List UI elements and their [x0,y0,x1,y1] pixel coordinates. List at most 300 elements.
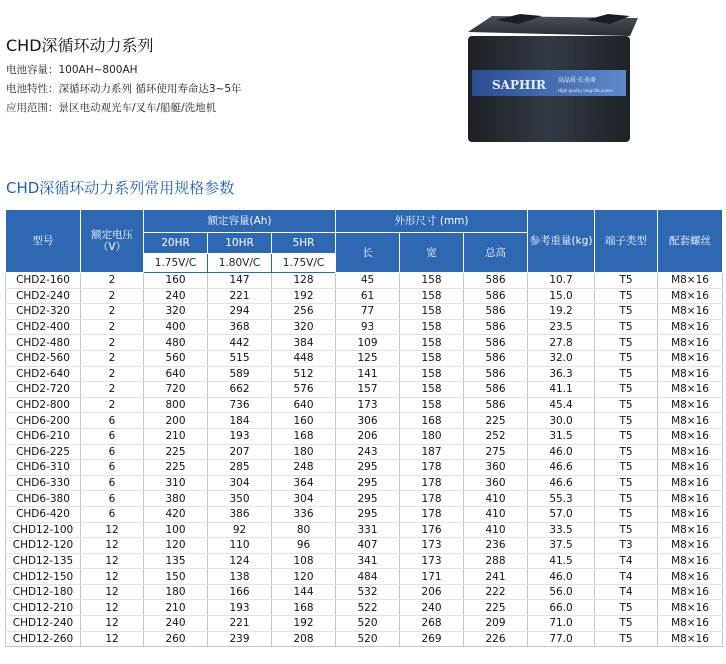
cell-length: 125 [336,350,400,366]
cell-voltage: 6 [81,428,144,444]
cell-cap-20hr: 120 [144,538,208,554]
cell-terminal: T5 [595,273,658,289]
header-capacity: 额定容量(Ah) [144,210,336,233]
cell-model: CHD12-135 [6,553,81,569]
cell-length: 520 [336,631,400,647]
table-row [6,444,723,460]
table-row [6,366,723,382]
cell-bolt: M8×16 [658,350,723,366]
cell-cap-5hr: 248 [272,460,336,476]
cell-bolt: M8×16 [658,397,723,413]
cell-weight: 46.0 [528,569,595,585]
cell-cap-20hr: 100 [144,522,208,538]
cell-height: 222 [464,584,528,600]
cell-terminal: T5 [595,522,658,538]
cell-weight: 41.5 [528,553,595,569]
header-cutoff-20hr: 1.75V/C [144,254,208,273]
cell-height: 586 [464,366,528,382]
cell-voltage: 6 [81,475,144,491]
cell-cap-10hr: 221 [208,616,272,632]
cell-cap-10hr: 193 [208,600,272,616]
cell-model: CHD12-150 [6,569,81,585]
cell-cap-10hr: 294 [208,304,272,320]
cell-length: 295 [336,491,400,507]
cell-voltage: 6 [81,444,144,460]
cell-weight: 15.0 [528,288,595,304]
cell-model: CHD2-320 [6,304,81,320]
cell-bolt: M8×16 [658,413,723,429]
cell-height: 225 [464,600,528,616]
cell-weight: 19.2 [528,304,595,320]
cell-voltage: 6 [81,506,144,522]
cell-model: CHD2-240 [6,288,81,304]
spec-table [5,209,723,647]
cell-model: CHD6-380 [6,491,81,507]
table-row [6,475,723,491]
cell-weight: 77.0 [528,631,595,647]
cell-cap-5hr: 336 [272,506,336,522]
cell-model: CHD6-330 [6,475,81,491]
cell-width: 158 [400,288,464,304]
cell-terminal: T5 [595,319,658,335]
cell-cap-5hr: 448 [272,350,336,366]
header-cutoff-5hr: 1.75V/C [272,254,336,273]
cell-cap-10hr: 736 [208,397,272,413]
header-height: 总高 [464,233,528,273]
cell-cap-5hr: 256 [272,304,336,320]
cell-height: 586 [464,288,528,304]
cell-cap-5hr: 180 [272,444,336,460]
application-line: 应用范围：景区电动观光车/叉车/船艇/洗地机 [6,102,217,114]
cell-height: 410 [464,491,528,507]
cell-length: 173 [336,397,400,413]
cell-terminal: T5 [595,413,658,429]
cell-width: 240 [400,600,464,616]
cell-bolt: M8×16 [658,288,723,304]
cell-length: 407 [336,538,400,554]
cell-model: CHD12-180 [6,584,81,600]
header-length: 长 [336,233,400,273]
cell-terminal: T5 [595,475,658,491]
cell-cap-5hr: 192 [272,288,336,304]
cell-bolt: M8×16 [658,444,723,460]
cell-width: 158 [400,304,464,320]
cell-cap-5hr: 192 [272,616,336,632]
cell-voltage: 12 [81,600,144,616]
cell-cap-20hr: 420 [144,506,208,522]
cell-cap-5hr: 304 [272,491,336,507]
cell-cap-5hr: 208 [272,631,336,647]
cell-cap-20hr: 135 [144,553,208,569]
cell-height: 236 [464,538,528,554]
table-row [6,538,723,554]
cell-bolt: M8×16 [658,382,723,398]
cell-terminal: T5 [595,397,658,413]
cell-width: 187 [400,444,464,460]
cell-model: CHD2-800 [6,397,81,413]
cell-height: 586 [464,273,528,289]
table-row [6,335,723,351]
cell-width: 158 [400,350,464,366]
cell-weight: 33.5 [528,522,595,538]
cell-model: CHD6-200 [6,413,81,429]
battery-sticker-sub: High quality long-life power [558,88,614,93]
cell-cap-10hr: 110 [208,538,272,554]
cell-height: 586 [464,319,528,335]
table-row [6,460,723,476]
section-title: CHD深循环动力系列常用规格参数 [6,179,235,197]
cell-length: 295 [336,506,400,522]
cell-bolt: M8×16 [658,366,723,382]
cell-width: 158 [400,366,464,382]
cell-weight: 46.6 [528,460,595,476]
cell-cap-5hr: 120 [272,569,336,585]
cell-height: 252 [464,428,528,444]
cell-width: 168 [400,413,464,429]
cell-terminal: T5 [595,616,658,632]
table-row [6,584,723,600]
table-row [6,569,723,585]
features-line: 电池特性：深循环动力系列 循环使用寿命达3~5年 [6,83,242,95]
header-weight: 参考重量(kg) [528,210,595,273]
cell-weight: 55.3 [528,491,595,507]
cell-cap-5hr: 320 [272,319,336,335]
spec-table-body [6,273,723,647]
cell-cap-10hr: 662 [208,382,272,398]
battery-product-image [462,10,642,144]
cell-width: 171 [400,569,464,585]
cell-height: 288 [464,553,528,569]
cell-voltage: 12 [81,616,144,632]
cell-weight: 41.1 [528,382,595,398]
product-title: CHD深循环动力系列 [6,36,154,55]
table-row [6,304,723,320]
cell-model: CHD2-400 [6,319,81,335]
cell-length: 522 [336,600,400,616]
cell-width: 173 [400,553,464,569]
cell-length: 141 [336,366,400,382]
cell-length: 157 [336,382,400,398]
cell-cap-10hr: 368 [208,319,272,335]
cell-weight: 27.8 [528,335,595,351]
cell-weight: 31.5 [528,428,595,444]
header-dimensions: 外形尺寸 (mm) [336,210,528,233]
cell-cap-10hr: 147 [208,273,272,289]
cell-height: 410 [464,506,528,522]
cell-cap-10hr: 515 [208,350,272,366]
cell-cap-20hr: 800 [144,397,208,413]
cell-weight: 10.7 [528,273,595,289]
cell-model: CHD6-225 [6,444,81,460]
cell-width: 206 [400,584,464,600]
cell-cap-10hr: 350 [208,491,272,507]
table-row [6,350,723,366]
cell-model: CHD12-100 [6,522,81,538]
cell-width: 158 [400,397,464,413]
cell-terminal: T5 [595,491,658,507]
cell-model: CHD6-420 [6,506,81,522]
header-rate-20hr: 20HR [144,233,208,254]
table-row [6,319,723,335]
cell-cap-10hr: 92 [208,522,272,538]
cell-width: 158 [400,319,464,335]
cell-model: CHD12-120 [6,538,81,554]
cell-bolt: M8×16 [658,616,723,632]
table-row [6,522,723,538]
cell-model: CHD2-720 [6,382,81,398]
table-row [6,553,723,569]
cell-cap-5hr: 108 [272,553,336,569]
cell-cap-20hr: 720 [144,382,208,398]
table-row [6,273,723,289]
cell-bolt: M8×16 [658,522,723,538]
cell-length: 331 [336,522,400,538]
cell-cap-20hr: 225 [144,460,208,476]
cell-voltage: 6 [81,413,144,429]
cell-voltage: 12 [81,569,144,585]
cell-cap-5hr: 144 [272,584,336,600]
cell-model: CHD2-640 [6,366,81,382]
cell-cap-5hr: 364 [272,475,336,491]
cell-bolt: M8×16 [658,319,723,335]
cell-cap-20hr: 560 [144,350,208,366]
cell-height: 275 [464,444,528,460]
table-row [6,491,723,507]
cell-terminal: T5 [595,335,658,351]
cell-weight: 45.4 [528,397,595,413]
cell-height: 586 [464,304,528,320]
cell-length: 295 [336,460,400,476]
cell-terminal: T5 [595,444,658,460]
cell-cap-20hr: 320 [144,304,208,320]
cell-terminal: T5 [595,631,658,647]
cell-voltage: 2 [81,273,144,289]
cell-model: CHD6-310 [6,460,81,476]
cell-cap-5hr: 96 [272,538,336,554]
cell-cap-10hr: 239 [208,631,272,647]
cell-bolt: M8×16 [658,428,723,444]
cell-cap-20hr: 640 [144,366,208,382]
cell-width: 178 [400,506,464,522]
cell-width: 178 [400,460,464,476]
cell-cap-20hr: 260 [144,631,208,647]
cell-length: 306 [336,413,400,429]
cell-cap-10hr: 193 [208,428,272,444]
cell-cap-20hr: 210 [144,600,208,616]
cell-voltage: 2 [81,319,144,335]
cell-terminal: T4 [595,584,658,600]
table-row [6,413,723,429]
header-voltage: 额定电压（V） [81,210,144,273]
cell-terminal: T5 [595,460,658,476]
cell-cap-5hr: 576 [272,382,336,398]
cell-weight: 71.0 [528,616,595,632]
table-row [6,616,723,632]
cell-cap-20hr: 480 [144,335,208,351]
cell-cap-5hr: 80 [272,522,336,538]
cell-voltage: 6 [81,491,144,507]
cell-voltage: 6 [81,460,144,476]
cell-cap-5hr: 168 [272,600,336,616]
cell-cap-20hr: 380 [144,491,208,507]
cell-cap-5hr: 384 [272,335,336,351]
cell-cap-5hr: 168 [272,428,336,444]
cell-model: CHD2-480 [6,335,81,351]
cell-cap-20hr: 400 [144,319,208,335]
cell-height: 586 [464,382,528,398]
cell-bolt: M8×16 [658,304,723,320]
cell-cap-20hr: 210 [144,428,208,444]
cell-cap-5hr: 128 [272,273,336,289]
cell-terminal: T5 [595,350,658,366]
cell-bolt: M8×16 [658,491,723,507]
cell-voltage: 12 [81,522,144,538]
cell-bolt: M8×16 [658,506,723,522]
cell-cap-10hr: 386 [208,506,272,522]
battery-sticker-text: 高品质·长寿命 [558,77,596,84]
table-row [6,600,723,616]
header-cutoff-10hr: 1.80V/C [208,254,272,273]
cell-cap-20hr: 200 [144,413,208,429]
cell-width: 178 [400,491,464,507]
cell-length: 206 [336,428,400,444]
cell-length: 243 [336,444,400,460]
cell-cap-10hr: 124 [208,553,272,569]
cell-bolt: M8×16 [658,460,723,476]
header-terminal: 端子类型 [595,210,658,273]
header-width: 宽 [400,233,464,273]
cell-terminal: T5 [595,288,658,304]
cell-cap-20hr: 240 [144,288,208,304]
cell-bolt: M8×16 [658,475,723,491]
cell-weight: 66.0 [528,600,595,616]
cell-bolt: M8×16 [658,553,723,569]
cell-bolt: M8×16 [658,538,723,554]
cell-terminal: T4 [595,569,658,585]
cell-cap-10hr: 138 [208,569,272,585]
cell-length: 295 [336,475,400,491]
cell-bolt: M8×16 [658,631,723,647]
cell-length: 520 [336,616,400,632]
cell-width: 158 [400,382,464,398]
cell-weight: 57.0 [528,506,595,522]
cell-cap-10hr: 589 [208,366,272,382]
cell-cap-20hr: 310 [144,475,208,491]
cell-model: CHD12-240 [6,616,81,632]
cell-length: 77 [336,304,400,320]
cell-width: 269 [400,631,464,647]
cell-voltage: 2 [81,366,144,382]
cell-length: 93 [336,319,400,335]
cell-terminal: T5 [595,600,658,616]
cell-voltage: 2 [81,382,144,398]
cell-model: CHD12-210 [6,600,81,616]
cell-width: 173 [400,538,464,554]
cell-cap-10hr: 285 [208,460,272,476]
cell-weight: 32.0 [528,350,595,366]
cell-terminal: T5 [595,506,658,522]
cell-model: CHD2-160 [6,273,81,289]
cell-voltage: 2 [81,304,144,320]
header-rate-10hr: 10HR [208,233,272,254]
cell-bolt: M8×16 [658,273,723,289]
cell-bolt: M8×16 [658,335,723,351]
cell-length: 532 [336,584,400,600]
cell-height: 241 [464,569,528,585]
cell-weight: 30.0 [528,413,595,429]
cell-weight: 46.6 [528,475,595,491]
header-model: 型号 [6,210,81,273]
cell-cap-10hr: 184 [208,413,272,429]
cell-terminal: T5 [595,428,658,444]
cell-voltage: 2 [81,288,144,304]
cell-width: 158 [400,273,464,289]
cell-width: 158 [400,335,464,351]
cell-weight: 37.5 [528,538,595,554]
cell-terminal: T3 [595,538,658,554]
cell-weight: 46.0 [528,444,595,460]
cell-height: 360 [464,475,528,491]
cell-cap-5hr: 160 [272,413,336,429]
cell-terminal: T5 [595,304,658,320]
table-row [6,631,723,647]
cell-cap-20hr: 160 [144,273,208,289]
cell-height: 586 [464,335,528,351]
cell-height: 226 [464,631,528,647]
cell-cap-20hr: 150 [144,569,208,585]
cell-height: 410 [464,522,528,538]
cell-length: 45 [336,273,400,289]
table-row [6,288,723,304]
cell-cap-20hr: 180 [144,584,208,600]
cell-voltage: 12 [81,553,144,569]
cell-height: 225 [464,413,528,429]
cell-cap-10hr: 166 [208,584,272,600]
cell-width: 180 [400,428,464,444]
cell-weight: 56.0 [528,584,595,600]
cell-length: 484 [336,569,400,585]
cell-model: CHD12-260 [6,631,81,647]
table-row [6,382,723,398]
cell-cap-5hr: 640 [272,397,336,413]
cell-cap-10hr: 304 [208,475,272,491]
cell-bolt: M8×16 [658,569,723,585]
cell-bolt: M8×16 [658,600,723,616]
cell-bolt: M8×16 [658,584,723,600]
table-row [6,428,723,444]
cell-height: 586 [464,350,528,366]
cell-model: CHD2-560 [6,350,81,366]
cell-cap-5hr: 512 [272,366,336,382]
capacity-line: 电池容量：100AH~800AH [6,64,138,76]
cell-length: 61 [336,288,400,304]
cell-length: 109 [336,335,400,351]
cell-height: 209 [464,616,528,632]
cell-voltage: 12 [81,538,144,554]
table-row [6,506,723,522]
cell-length: 341 [336,553,400,569]
cell-terminal: T5 [595,382,658,398]
cell-width: 178 [400,475,464,491]
cell-cap-10hr: 221 [208,288,272,304]
cell-cap-10hr: 442 [208,335,272,351]
cell-terminal: T5 [595,366,658,382]
cell-voltage: 12 [81,631,144,647]
cell-weight: 23.5 [528,319,595,335]
table-row [6,397,723,413]
cell-cap-10hr: 207 [208,444,272,460]
cell-width: 268 [400,616,464,632]
